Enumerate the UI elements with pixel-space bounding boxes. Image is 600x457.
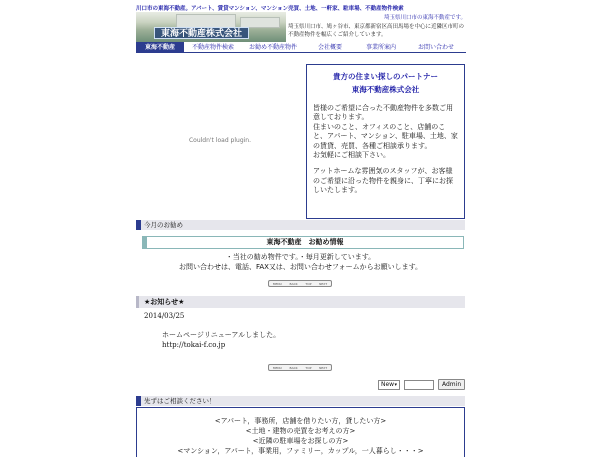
mini-nav-next[interactable]: NEXT xyxy=(319,281,328,286)
consult-line: <アパート，事務所，店舗を借りたい方，貸したい方> xyxy=(214,417,387,425)
intro-paragraph: アットホームな雰囲気のスタッフが、お客様のご希望に沿った物件を親身に、丁寧にお探しいたします。 xyxy=(313,167,453,195)
building-graphic xyxy=(176,14,236,28)
nav-item-company[interactable]: 会社概要 xyxy=(317,44,342,51)
intro-title-line1: 貴方の住まい探しのパートナー xyxy=(333,72,438,81)
news-section-bar: ★お知らせ★ xyxy=(136,296,465,308)
recommend-text xyxy=(136,252,465,272)
intro-panel xyxy=(306,64,465,219)
nav-item-offices[interactable]: 事業所案内 xyxy=(365,44,396,51)
mini-nav-top[interactable]: TOP xyxy=(305,365,312,370)
chevron-down-icon: ▾ xyxy=(394,381,397,388)
mode-select-value: New xyxy=(381,380,395,388)
news-message: ホームページリニューアルしました。 xyxy=(162,331,281,339)
recommend-title: 東海不動産 お勧め情報 xyxy=(142,236,464,249)
nav-item-recommended[interactable]: お勧め不動産物件 xyxy=(248,44,297,51)
recommend-line: ・当社の勧め物件です。・毎月更新しています。 xyxy=(225,253,376,261)
news-date: 2014/03/25 xyxy=(144,312,185,320)
company-logo: 東海不動産株式会社 xyxy=(154,27,249,39)
header-info xyxy=(288,12,466,42)
intro-paragraph: 皆様のご希望に合った不動産物件を多数ご用意しております。 xyxy=(313,104,453,122)
plugin-placeholder xyxy=(136,64,304,216)
news-url: http://tokai-f.co.jp xyxy=(162,341,226,349)
intro-paragraph: お気軽にご相談下さい。 xyxy=(313,151,390,160)
consult-line: <近隣の駐車場をお探しの方> xyxy=(252,437,349,445)
main-nav xyxy=(136,42,466,53)
nav-item-home[interactable]: 東海不動産 xyxy=(136,42,184,53)
intro-title-line2: 東海不動産株式会社 xyxy=(351,85,420,94)
mode-select[interactable] xyxy=(378,380,400,390)
consult-line: <マンション，アパート，事業用，ファミリー，カップル，一人暮らし・・・> xyxy=(177,447,424,455)
nav-item-contact[interactable]: お問い合わせ xyxy=(417,44,454,51)
mini-nav-next[interactable]: NEXT xyxy=(319,365,328,370)
nav-item-property-search[interactable]: 不動産物件検索 xyxy=(191,44,234,51)
mini-nav-back[interactable]: BACK xyxy=(289,365,298,370)
intro-paragraph: 住まいのこと、オフィスのこと、店舗のこと、アパート、マンション、駐車場、土地、家の賃貸、売買、各種ご相談承ります。 xyxy=(313,122,458,150)
monthly-section-bar: 今月のお勧め xyxy=(136,220,465,230)
plugin-error-text: Couldn't load plugin. xyxy=(188,136,252,144)
site-header xyxy=(136,12,466,42)
news-body xyxy=(162,330,280,350)
location-line: 埼玉県川口市の東海不動産です。 xyxy=(383,15,466,21)
consult-line: <土地・建物の売買をお考えの方> xyxy=(245,427,356,435)
consult-section-bar: 先ずはご相談ください！ xyxy=(136,396,465,406)
mini-nav-menu[interactable]: MENU xyxy=(272,281,282,286)
seo-keyword-line: 川口市の東海不動産。アパート、賃貸マンション、マンション売買、土地、一軒家、駐車場、不動産物件検索 xyxy=(136,6,404,12)
mini-nav-menu[interactable]: MENU xyxy=(272,365,282,370)
mini-nav-back[interactable]: BACK xyxy=(289,281,298,286)
intro-body xyxy=(313,104,458,196)
mini-nav-strip xyxy=(268,364,332,371)
header-banner-image[interactable] xyxy=(136,12,286,42)
admin-controls xyxy=(378,379,465,390)
header-description: 埼玉県川口市、鳩ヶ谷市、東京都新宿区高田馬場を中心に近隣区市町の不動産物件を幅広くご紹介しています。 xyxy=(288,24,465,38)
mini-nav-top[interactable]: TOP xyxy=(305,281,312,286)
recommend-line: お問い合わせは、電話、FAX又は、お問い合わせフォームからお願いします。 xyxy=(178,263,423,271)
mini-nav-strip xyxy=(268,280,332,287)
password-input[interactable] xyxy=(404,380,434,390)
admin-button[interactable]: Admin xyxy=(438,379,465,390)
consult-panel xyxy=(136,407,465,457)
